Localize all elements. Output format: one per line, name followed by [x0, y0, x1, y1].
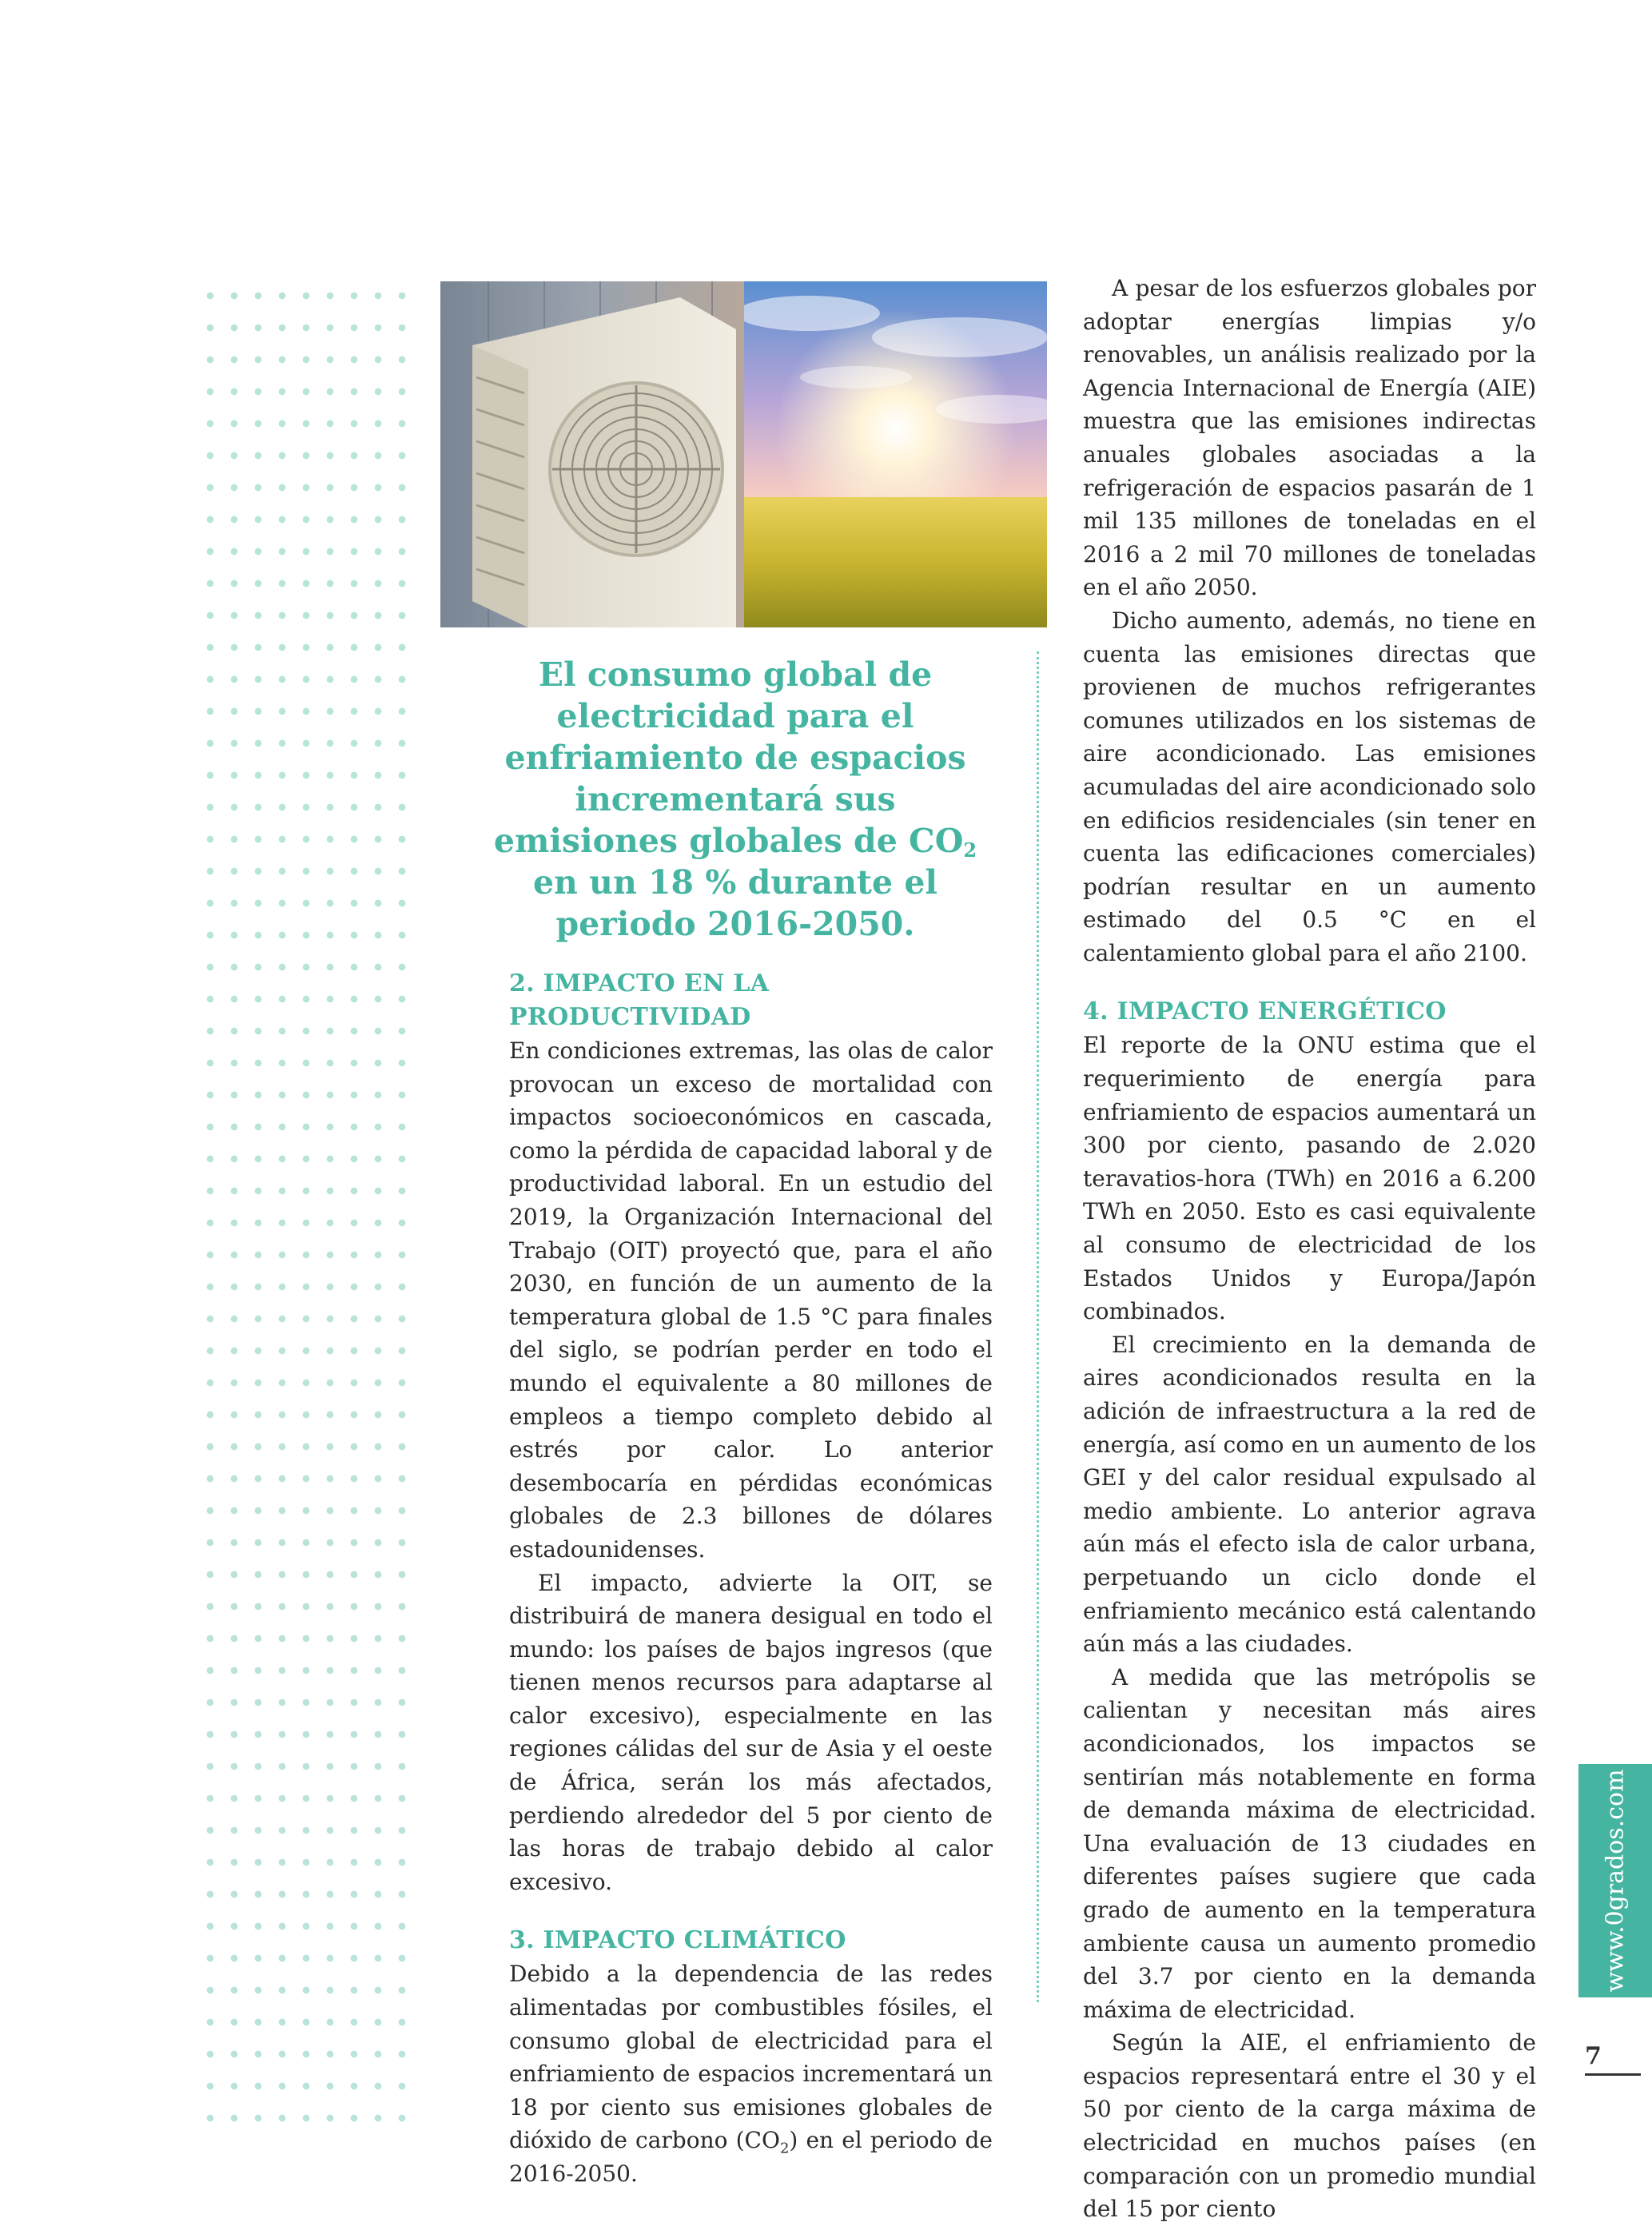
left-text-column: [509, 967, 993, 2191]
pull-quote-text-end: en un 18 % durante el periodo 2016-2050.: [532, 863, 938, 943]
paragraph: El crecimiento en la demanda de aires acondicionados resulta en la adición de infraestructura a la red de energía, así como en un aumento de los GEI y del calor residual expulsado al medio ambiente. Lo anterior agrava aún más el efecto isla de calor urbana, perpetuando un ciclo donde el enfriamiento mecánico está calentando aún más a las ciudades.: [1083, 1331, 1536, 1658]
pull-quote-text: El consumo global de electricidad para el enfriamiento de espacios incrementará sus emisiones globales de CO: [493, 655, 966, 860]
pull-quote-subscript: 2: [963, 838, 977, 862]
co2-subscript: 2: [779, 2140, 790, 2157]
right-text-column: [1083, 272, 1536, 2226]
air-conditioner-photo: [440, 281, 1047, 627]
paragraph: A pesar de los esfuerzos globales por adoptar energías limpias y/o renovables, un análisis realizado por la Agencia Internacional de Energía (AIE) muestra que las emisiones indirectas anuales globales asociadas a la refrigeración de espacios pasarán de 1 mil 135 millones de toneladas en el 2016 a 2 mil 70 millones de toneladas en el año 2050.: [1083, 275, 1536, 601]
paragraph: A medida que las metrópolis se calientan y necesitan más aires acondicionados, los impactos se sentirían más notablemente en forma de demanda máxima de electricidad. Una evaluación de 13 ciudades en diferentes países sugiere que cada grado de aumento en la temperatura ambiente causa un aumento promedio del 3.7 por ciento en la demanda máxima de electricidad.: [1083, 1663, 1536, 2023]
section-heading-climatico: 3. IMPACTO CLIMÁTICO: [509, 1926, 846, 1955]
decorative-dot-pattern: [198, 280, 414, 2124]
website-side-tab[interactable]: [1578, 1764, 1652, 1997]
website-url[interactable]: www.0grados.com: [1601, 1769, 1630, 1993]
paragraph: El reporte de la ONU estima que el requerimiento de energía para enfriamiento de espacios aumentará un 300 por ciento, pasando de 2.020 teravatios-hora (TWh) en 2016 a 6.200 TWh en 2050. Esto es casi equivalente al consumo de electricidad de los Estados Unidos y Europa/Japón combinados.: [1083, 1032, 1536, 1325]
paragraph-text: Debido a la dependencia de las redes alimentadas por combustibles fósiles, el consumo global de electricidad para el enfriamiento de espacios incrementará un 18 por ciento sus emisiones globales de dióxido de carbono (CO: [509, 1961, 993, 2154]
paragraph: El impacto, advierte la OIT, se distribuirá de manera desigual en todo el mundo: los países de bajos ingresos (que tienen menos recursos para adaptarse al calor excesivo), especialmente en las regiones cálidas del sur de Asia y el oeste de África, serán los más afectados, perdiendo alrededor del 5 por ciento de las horas de trabajo debido al calor excesivo.: [509, 1569, 993, 1895]
paragraph: En condiciones extremas, las olas de calor provocan un exceso de mortalidad con impactos socioeconómicos en cascada, como la pérdida de capacidad laboral y de productividad laboral. En un estudio del 2019, la Organización Internacional del Trabajo (OIT) proyectó que, para el año 2030, en función de un aumento de la temperatura global de 1.5 °C para finales del siglo, se podrían perder en todo el mundo el equivalente a 80 millones de empleos a tiempo completo debido al estrés por calor. Lo anterior desembocaría en pérdidas económicas globales de 2.3 billones de dólares estadounidenses.: [509, 1037, 993, 1563]
paragraph: Dicho aumento, además, no tiene en cuenta las emisiones directas que provienen de muchos refrigerantes comunes utilizados en los sistemas de aire acondicionado. Las emisiones acumuladas del aire acondicionado solo en edificios residenciales (sin tener en cuenta las edificaciones comerciales) podrían resultar en un aumento estimado del 0.5 °C en el calentamiento global para el año 2100.: [1083, 607, 1536, 966]
paragraph-text-end: ) en el periodo de 2016-2050.: [509, 2127, 993, 2187]
section-heading-energetico: 4. IMPACTO ENERGÉTICO: [1083, 998, 1447, 1026]
pull-quote: [480, 654, 991, 945]
paragraph: [509, 1957, 993, 2190]
column-divider: [1037, 651, 1039, 2002]
section-heading-productividad: 2. IMPACTO EN LA PRODUCTIVIDAD: [509, 970, 770, 1031]
page-number: 7: [1585, 2042, 1641, 2076]
paragraph: Según la AIE, el enfriamiento de espacios representará entre el 30 y el 50 por ciento de la carga máxima de electricidad en muchos países (en comparación con un promedio mundial del 15 por ciento: [1083, 2029, 1536, 2223]
